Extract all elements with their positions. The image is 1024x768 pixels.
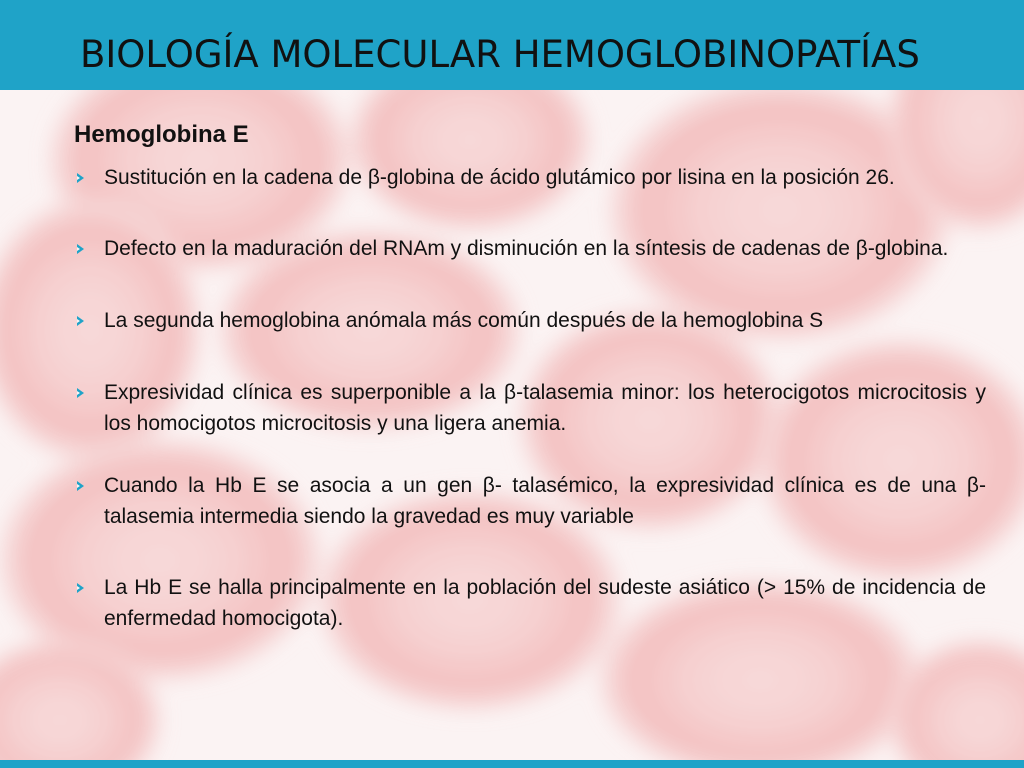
- bullet-text: Sustitución en la cadena de β-globina de ácido glutámico por lisina en la posición 26.: [104, 166, 895, 189]
- slide-title: BIOLOGÍA MOLECULAR HEMOGLOBINOPATÍAS: [80, 33, 920, 76]
- arrow-bullet-icon: [77, 481, 84, 491]
- bullet-item: [74, 162, 986, 193]
- bullet-text: La segunda hemoglobina anómala más común después de la hemoglobina S: [104, 309, 824, 332]
- arrow-bullet-icon: [77, 316, 84, 326]
- bullet-list: [74, 162, 986, 634]
- bottom-strip: [0, 760, 1024, 768]
- slide-content: [74, 118, 986, 634]
- bullet-item: [74, 572, 986, 634]
- slide-subtitle: Hemoglobina E: [74, 121, 249, 148]
- bullet-text: Cuando la Hb E se asocia a un gen β- talasémico, la expresividad clínica es de una β-talasemia intermedia siendo la gravedad es muy variable: [104, 474, 986, 528]
- bullet-item: [74, 233, 986, 264]
- arrow-bullet-icon: [77, 583, 84, 593]
- bullet-text: Defecto en la maduración del RNAm y disminución en la síntesis de cadenas de β-globina.: [104, 237, 949, 260]
- arrow-bullet-icon: [77, 173, 84, 183]
- bullet-item: [74, 305, 986, 336]
- bullet-item: [74, 377, 986, 439]
- arrow-bullet-icon: [77, 244, 84, 254]
- bullet-text: La Hb E se halla principalmente en la población del sudeste asiático (> 15% de incidencia de enfermedad homocigota).: [104, 576, 986, 630]
- bullet-item: [74, 470, 986, 532]
- bullet-text: Expresividad clínica es superponible a la β-talasemia minor: los heterocigotos microcitosis y los homocigotos microcitosis y una ligera anemia.: [104, 381, 986, 435]
- arrow-bullet-icon: [77, 388, 84, 398]
